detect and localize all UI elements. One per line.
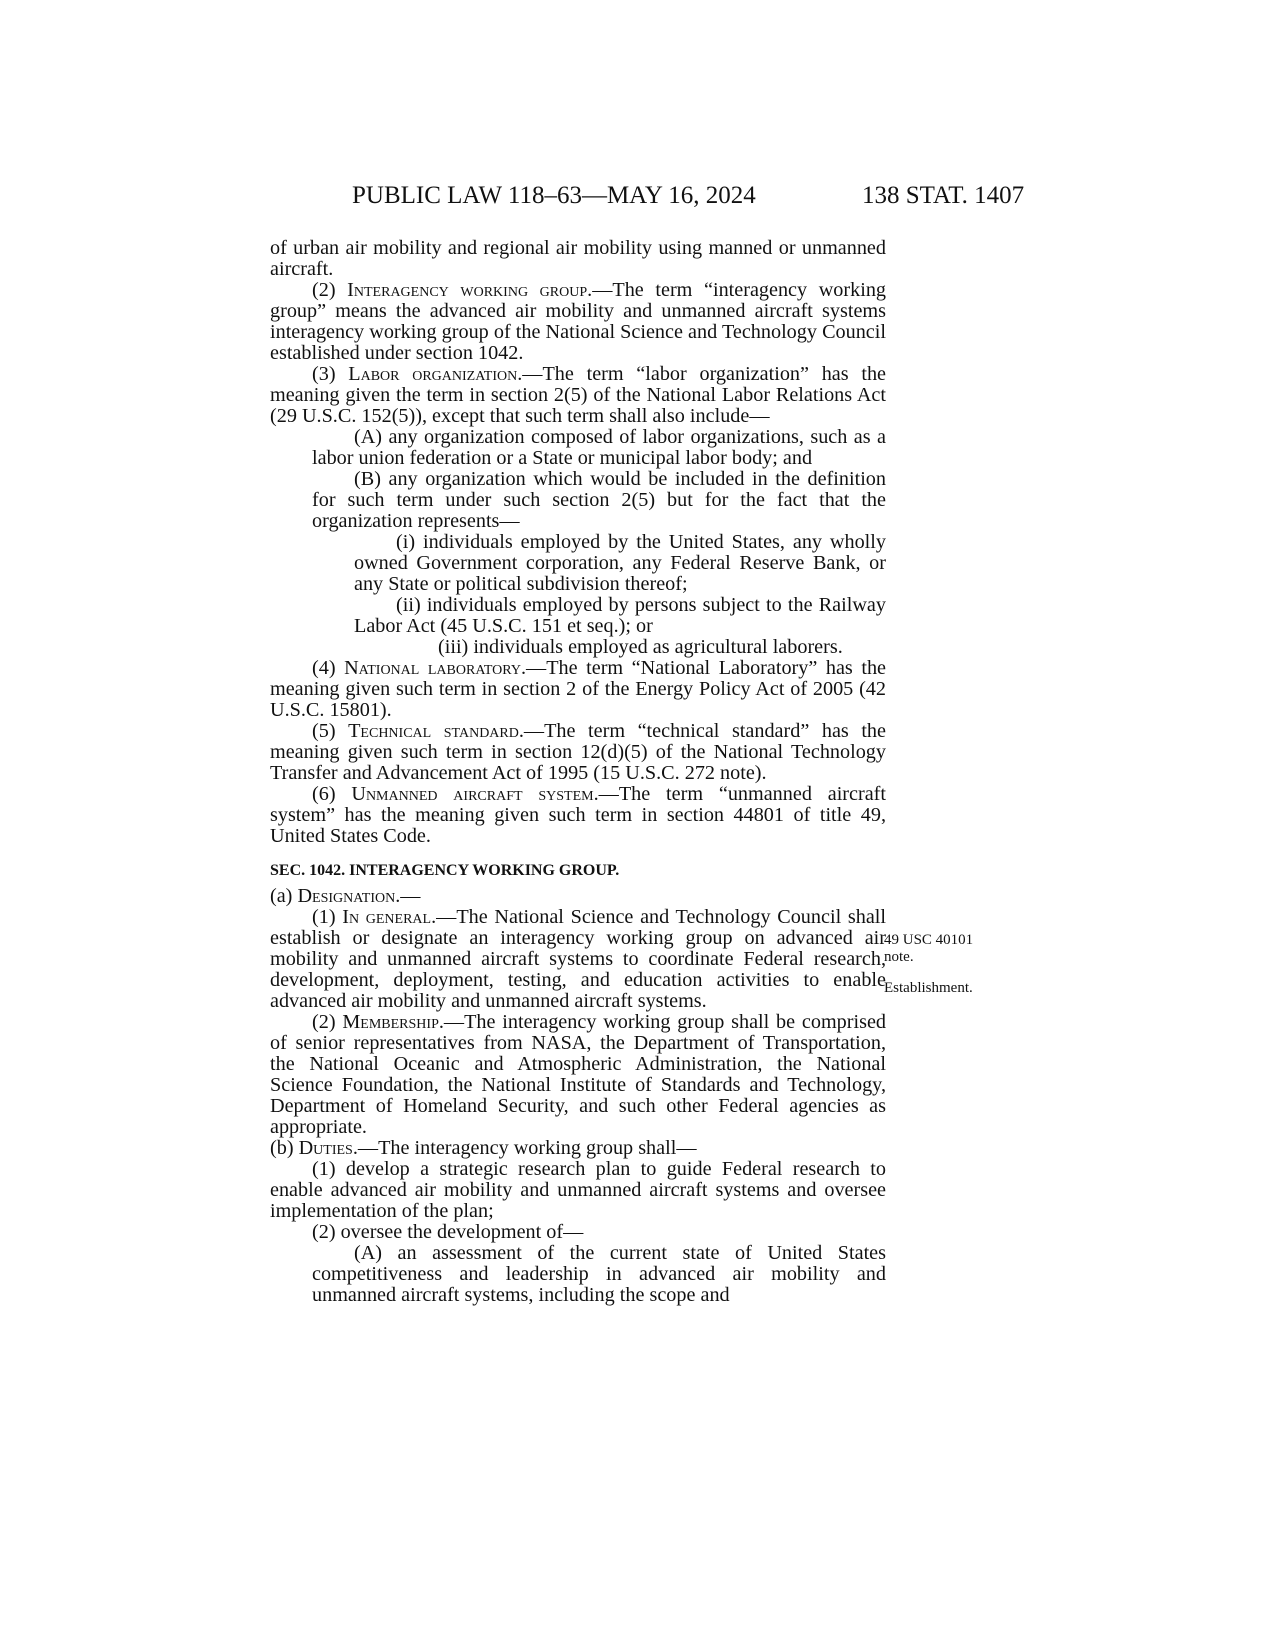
clause-ii: (ii) individuals employed by persons subject to the Railway Labor Act (45 U.S.C. 151 et seq.); or xyxy=(354,594,886,637)
margin-note-establishment: Establishment. xyxy=(884,980,973,996)
definition-labor-organization: (3) Labor organization.—The term “labor organization” has the meaning given the term in section 2(5) of the National Labor Relations Act (29 U.S.C. 152(5)), except that such term shall also include— xyxy=(270,363,887,427)
duty-2-a: (A) an assessment of the current state of United States competitiveness and leadership in advanced air mobility and unmanned aircraft systems, including the scope and xyxy=(312,1242,886,1306)
duty-1: (1) develop a strategic research plan to guide Federal research to enable advanced air mobility and unmanned aircraft systems and oversee implementation of the plan; xyxy=(270,1158,886,1222)
term-heading: Interagency working group xyxy=(347,279,588,301)
section-heading: SEC. 1042. INTERAGENCY WORKING GROUP. xyxy=(270,862,620,879)
term-heading: Technical standard xyxy=(348,720,519,742)
margin-note-usc: 49 USC 40101 note. xyxy=(884,932,974,965)
term-heading: Designation xyxy=(297,885,396,907)
subsection-b-duties: (b) Duties.—The interagency working group shall— xyxy=(270,1137,697,1159)
definition-national-laboratory: (4) National laboratory.—The term “National Laboratory” has the meaning given such term in section 2 of the Energy Policy Act of 2005 (42 U.S.C. 15801). xyxy=(270,657,886,721)
clause-iii: (iii) individuals employed as agricultural laborers. xyxy=(438,636,843,658)
statute-body xyxy=(270,238,886,1306)
subsection-a-designation: (a) Designation.— xyxy=(270,885,421,907)
subparagraph-a: (A) any organization composed of labor organizations, such as a labor union federation or a State or municipal labor body; and xyxy=(312,426,886,469)
paragraph-in-general: (1) In general.—The National Science and Technology Council shall establish or designate an interagency working group on advanced air mobility and unmanned aircraft systems to coordinate Federal research, development, deployment, testing, and education activities to enable advanced air mobility and unmanned aircraft systems. xyxy=(270,906,886,1012)
subparagraph-b: (B) any organization which would be included in the definition for such term under such section 2(5) but for the fact that the organization represents— xyxy=(312,468,886,532)
term-heading: Labor organization xyxy=(348,363,518,385)
duty-2: (2) oversee the development of— xyxy=(312,1221,584,1243)
definition-unmanned-aircraft-system: (6) Unmanned aircraft system.—The term “unmanned aircraft system” has the meaning given such term in section 44801 of title 49, United States Code. xyxy=(270,783,886,847)
page-header xyxy=(0,182,1275,212)
term-heading: Membership xyxy=(342,1011,439,1033)
definition-technical-standard: (5) Technical standard.—The term “technical standard” has the meaning given such term in section 12(d)(5) of the National Technology Transfer and Advancement Act of 1995 (15 U.S.C. 272 note). xyxy=(270,720,886,784)
running-title: PUBLIC LAW 118–63—MAY 16, 2024 xyxy=(352,182,756,209)
definition-interagency-working-group: (2) Interagency working group.—The term “interagency working group” means the advanced air mobility and unmanned aircraft systems interagency working group of the National Science and Technology Council established under section 1042. xyxy=(270,279,887,364)
term-heading: Duties xyxy=(298,1137,353,1159)
term-heading: National laboratory xyxy=(344,657,521,679)
paragraph-continuation: of urban air mobility and regional air mobility using manned or unmanned aircraft. xyxy=(270,237,886,280)
term-heading: In general xyxy=(342,906,432,928)
term-heading: Unmanned aircraft system xyxy=(351,783,594,805)
stat-page-number: 138 STAT. 1407 xyxy=(862,182,1025,209)
clause-i: (i) individuals employed by the United States, any wholly owned Government corporation, any Federal Reserve Bank, or any State or political subdivision thereof; xyxy=(354,531,886,595)
paragraph-membership: (2) Membership.—The interagency working group shall be comprised of senior representatives from NASA, the Department of Transportation, the National Oceanic and Atmospheric Administration, the National Science Foundation, the National Institute of Standards and Technology, Department of Homeland Security, and such other Federal agencies as appropriate. xyxy=(270,1011,886,1138)
